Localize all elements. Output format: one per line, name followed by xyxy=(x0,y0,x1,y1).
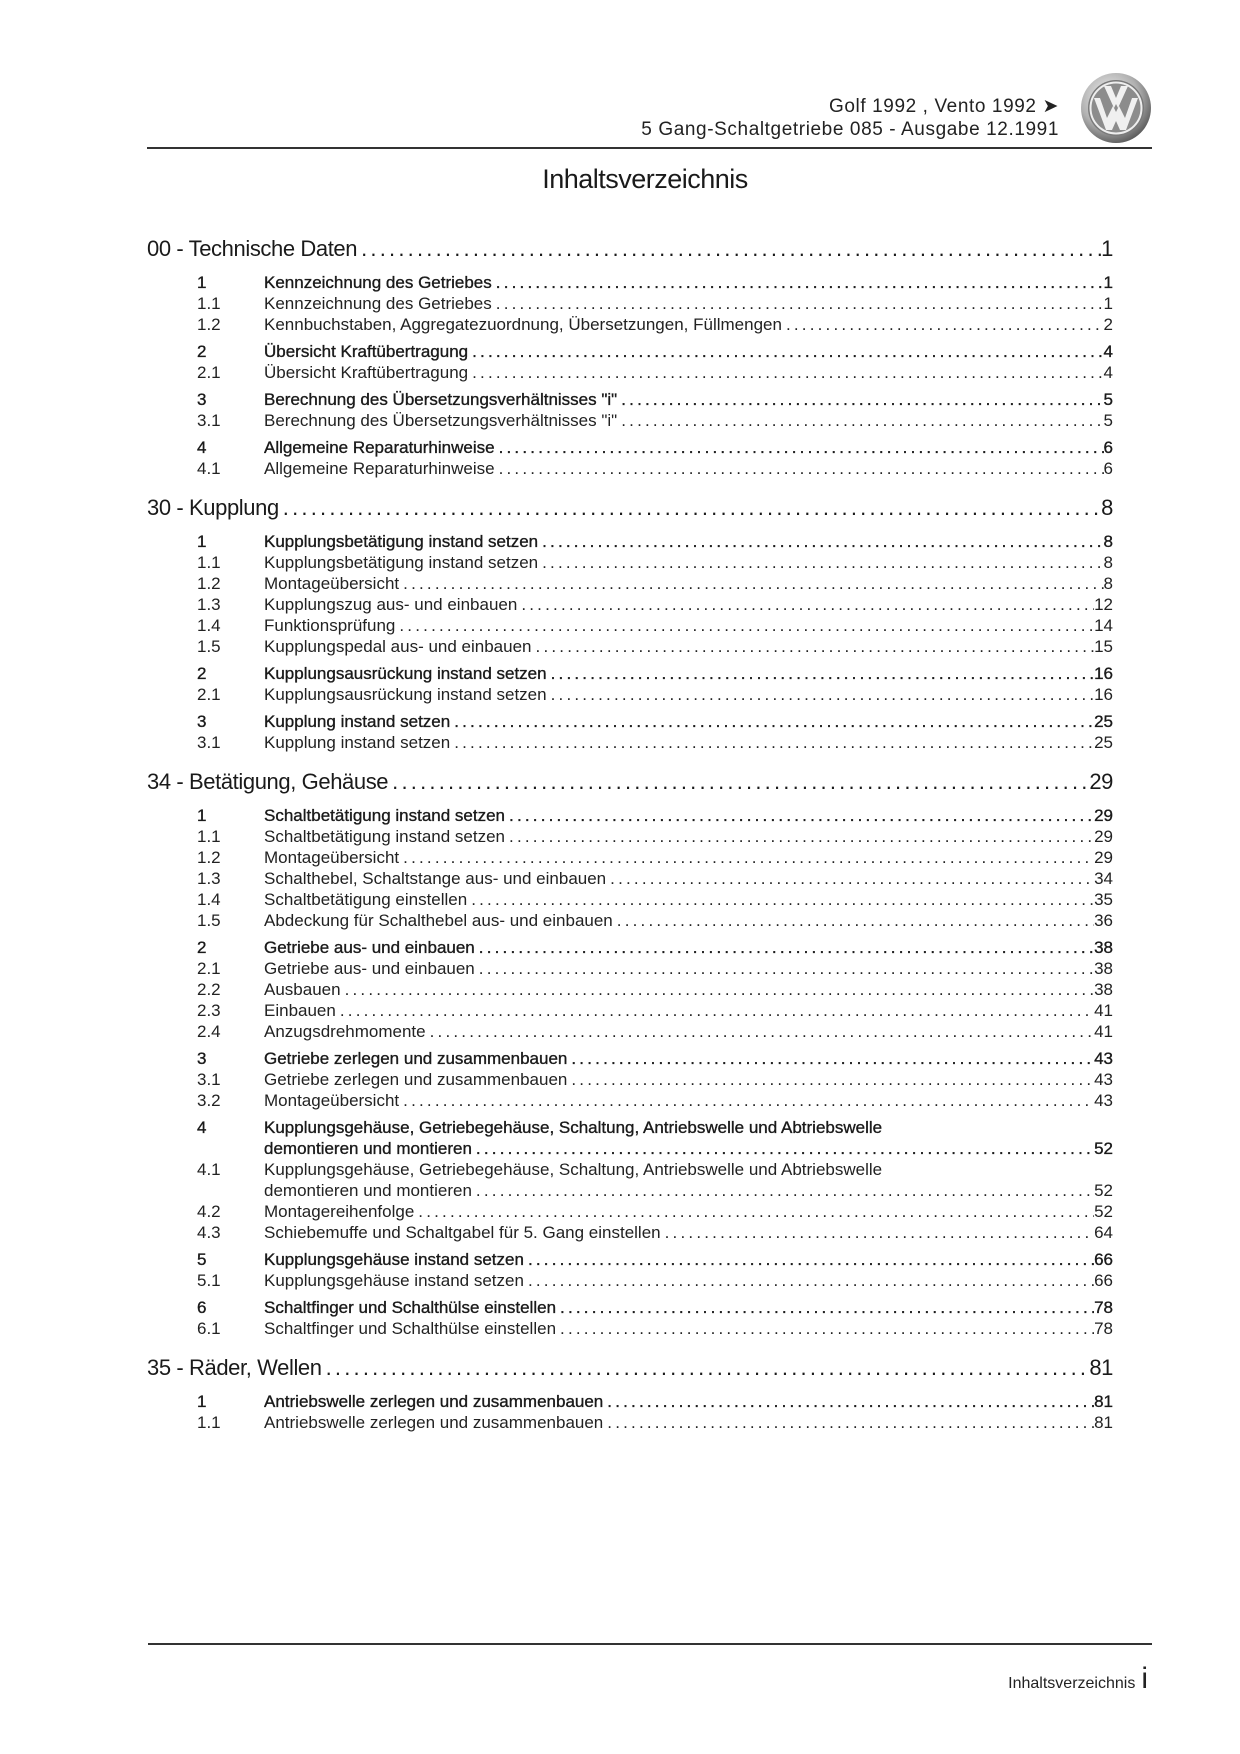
toc-entry[interactable] xyxy=(147,1069,1113,1090)
leader-dots xyxy=(499,437,1104,458)
entry-number: 2.1 xyxy=(197,685,221,704)
page-number: 1 xyxy=(1101,236,1113,261)
entry-number: 2.1 xyxy=(197,959,221,978)
page-number: 34 xyxy=(1094,869,1113,888)
page-number: 6 xyxy=(1103,438,1113,457)
toc-entry[interactable] xyxy=(147,1222,1113,1243)
entry-number: 3.1 xyxy=(197,411,221,430)
toc-entry[interactable] xyxy=(147,663,1113,684)
entry-title: Schaltbetätigung instand setzen xyxy=(264,827,506,846)
footer-divider xyxy=(148,1643,1152,1645)
toc-entry[interactable] xyxy=(147,1021,1113,1042)
entry-title: Kupplungsbetätigung instand setzen xyxy=(264,553,539,572)
page-number: 29 xyxy=(1094,806,1113,825)
leader-dots xyxy=(476,1180,1094,1201)
entry-number: 1.2 xyxy=(197,315,221,334)
page-number: 66 xyxy=(1094,1271,1113,1290)
entry-number: 1.2 xyxy=(197,848,221,867)
toc-entry[interactable] xyxy=(147,531,1113,552)
entry-title: Funktionsprüfung xyxy=(264,616,396,635)
page-number: 8 xyxy=(1103,553,1113,572)
entry-number: 4 xyxy=(197,1118,207,1137)
page-number: 36 xyxy=(1094,911,1113,930)
leader-dots xyxy=(528,1249,1094,1270)
vehicle-models: Golf 1992 , Vento 1992 ➤ xyxy=(829,96,1059,117)
entry-number: 4 xyxy=(197,438,207,457)
entry-number: 2 xyxy=(197,938,207,957)
toc-entry[interactable] xyxy=(147,847,1113,868)
toc-entry[interactable] xyxy=(147,889,1113,910)
entry-title: Kupplungsausrückung instand setzen xyxy=(264,685,547,704)
leader-dots xyxy=(403,573,1103,594)
page-title: Inhaltsverzeichnis xyxy=(542,164,748,194)
leader-dots xyxy=(560,1318,1094,1339)
toc-entry[interactable] xyxy=(147,732,1113,753)
entry-number: 6 xyxy=(197,1298,207,1317)
entry-title: Montageübersicht xyxy=(264,574,400,593)
entry-number: 4.1 xyxy=(197,1160,221,1179)
entry-title: Allgemeine Reparaturhinweise xyxy=(264,459,495,478)
leader-dots xyxy=(521,594,1094,615)
entry-number: 1.1 xyxy=(197,553,221,572)
toc-entry[interactable] xyxy=(147,1249,1113,1270)
toc-entry[interactable] xyxy=(147,437,1113,458)
toc-chapter[interactable] xyxy=(147,491,1113,525)
toc-entry[interactable] xyxy=(147,272,1113,293)
toc-entry[interactable] xyxy=(147,868,1113,889)
toc-entry[interactable] xyxy=(147,573,1113,594)
leader-dots xyxy=(536,636,1095,657)
entry-title: Kupplungsgehäuse, Getriebegehäuse, Schaltung, Antriebswelle und Abtriebswelle xyxy=(264,1160,883,1179)
entry-number: 1.1 xyxy=(197,1413,221,1432)
leader-dots xyxy=(283,491,1101,525)
entry-title: Kennzeichnung des Getriebes xyxy=(264,294,492,313)
toc-chapter[interactable] xyxy=(147,232,1113,266)
entry-title: Kupplungszug aus- und einbauen xyxy=(264,595,518,614)
toc-entry[interactable] xyxy=(147,711,1113,732)
entry-number: 3 xyxy=(197,390,207,409)
leader-dots xyxy=(665,1222,1094,1243)
page-number: 4 xyxy=(1103,363,1113,382)
leader-dots xyxy=(499,458,1104,479)
entry-number: 1.1 xyxy=(197,827,221,846)
entry-number: 1 xyxy=(197,1392,207,1411)
entry-number: 2 xyxy=(197,342,207,361)
entry-number: 4.2 xyxy=(197,1202,221,1221)
leader-dots xyxy=(345,979,1095,1000)
page-number: 8 xyxy=(1101,495,1113,520)
entry-title: Allgemeine Reparaturhinweise xyxy=(264,438,495,457)
entry-number: 1.5 xyxy=(197,911,221,930)
page-number: 1 xyxy=(1103,273,1113,292)
leader-dots xyxy=(571,1048,1094,1069)
entry-number: 5 xyxy=(197,1250,207,1269)
entry-number: 2.1 xyxy=(197,363,221,382)
entry-number: 1 xyxy=(197,806,207,825)
entry-title-continued: demontieren und montieren xyxy=(264,1139,472,1158)
toc-entry[interactable] xyxy=(147,594,1113,615)
page-number: 1 xyxy=(1103,294,1113,313)
entry-title: Kupplungsgehäuse instand setzen xyxy=(264,1250,524,1269)
leader-dots xyxy=(418,1201,1094,1222)
page-number: 4 xyxy=(1103,342,1113,361)
toc-entry[interactable] xyxy=(147,1090,1113,1111)
leader-dots xyxy=(430,1021,1094,1042)
entry-number: 2.3 xyxy=(197,1001,221,1020)
leader-dots xyxy=(340,1000,1094,1021)
leader-dots xyxy=(496,272,1104,293)
toc-entry[interactable] xyxy=(147,1270,1113,1291)
entry-title: Kupplungsgehäuse instand setzen xyxy=(264,1271,524,1290)
toc-entry[interactable] xyxy=(147,1297,1113,1318)
entry-title: Ausbauen xyxy=(264,980,341,999)
entry-title: Schaltfinger und Schalthülse einstellen xyxy=(264,1298,557,1317)
page-number: 38 xyxy=(1094,938,1113,957)
entry-title: Kupplungsausrückung instand setzen xyxy=(264,664,547,683)
entry-number: 2.4 xyxy=(197,1022,221,1041)
leader-dots xyxy=(509,826,1094,847)
page-number: 41 xyxy=(1094,1001,1113,1020)
toc-entry[interactable] xyxy=(147,1412,1113,1433)
entry-title: Berechnung des Übersetzungsverhältnisses "i" xyxy=(264,390,618,409)
toc-entry[interactable] xyxy=(147,552,1113,573)
leader-dots xyxy=(617,910,1094,931)
page-number: 43 xyxy=(1094,1091,1113,1110)
entry-title: Kupplung instand setzen xyxy=(264,733,451,752)
entry-title: Getriebe aus- und einbauen xyxy=(264,938,475,957)
toc-entry[interactable] xyxy=(147,1391,1113,1412)
toc-chapter[interactable] xyxy=(147,765,1113,799)
toc-entry[interactable] xyxy=(147,1159,1113,1201)
chapter-title: 35 - Räder, Wellen xyxy=(147,1355,322,1380)
leader-dots xyxy=(326,1351,1090,1385)
page-number: 2 xyxy=(1103,315,1113,334)
page-number: 64 xyxy=(1094,1223,1113,1242)
entry-number: 1 xyxy=(197,532,207,551)
toc-entry[interactable] xyxy=(147,1201,1113,1222)
toc-entry[interactable] xyxy=(147,910,1113,931)
entry-number: 5.1 xyxy=(197,1271,221,1290)
leader-dots xyxy=(403,847,1094,868)
leader-dots xyxy=(476,1138,1094,1159)
toc-entry[interactable] xyxy=(147,979,1113,1000)
entry-title: Schaltbetätigung instand setzen xyxy=(264,806,506,825)
entry-number: 1.4 xyxy=(197,890,221,909)
page-number: 16 xyxy=(1094,664,1113,683)
entry-title: Kupplungspedal aus- und einbauen xyxy=(264,637,532,656)
toc-entry[interactable] xyxy=(147,826,1113,847)
manual-subtitle: 5 Gang-Schaltgetriebe 085 - Ausgabe 12.1991 xyxy=(641,119,1059,140)
entry-title: Montagereihenfolge xyxy=(264,1202,415,1221)
entry-title: Übersicht Kraftübertragung xyxy=(264,342,469,361)
table-of-contents xyxy=(147,232,1113,1433)
leader-dots xyxy=(496,293,1104,314)
entry-title: Übersicht Kraftübertragung xyxy=(264,363,469,382)
toc-entry[interactable] xyxy=(147,1048,1113,1069)
page-number: 43 xyxy=(1094,1070,1113,1089)
chapter-title: 34 - Betätigung, Gehäuse xyxy=(147,769,389,794)
leader-dots xyxy=(454,711,1094,732)
entry-number: 1.4 xyxy=(197,616,221,635)
entry-number: 4.1 xyxy=(197,459,221,478)
leader-dots xyxy=(479,958,1094,979)
toc-entry[interactable] xyxy=(147,1117,1113,1159)
page-number: 8 xyxy=(1103,574,1113,593)
entry-title: Anzugsdrehmomente xyxy=(264,1022,426,1041)
toc-chapter[interactable] xyxy=(147,1351,1113,1385)
leader-dots xyxy=(786,314,1104,335)
page-number: 29 xyxy=(1094,848,1113,867)
leader-dots xyxy=(610,868,1094,889)
entry-number: 3.1 xyxy=(197,1070,221,1089)
page-footer xyxy=(1008,1662,1148,1695)
header-divider xyxy=(147,147,1152,149)
page-number: 38 xyxy=(1094,980,1113,999)
page-number: 35 xyxy=(1094,890,1113,909)
chapter-title: 00 - Technische Daten xyxy=(147,236,358,261)
leader-dots xyxy=(542,552,1103,573)
leader-dots xyxy=(479,937,1094,958)
entry-title-continued: demontieren und montieren xyxy=(264,1181,472,1200)
entry-title: Getriebe zerlegen und zusammenbauen xyxy=(264,1049,568,1068)
leader-dots xyxy=(551,684,1094,705)
page-number: 41 xyxy=(1094,1022,1113,1041)
entry-number: 3 xyxy=(197,1049,207,1068)
leader-dots xyxy=(621,389,1103,410)
leader-dots xyxy=(607,1412,1094,1433)
entry-title: Schaltbetätigung einstellen xyxy=(264,890,468,909)
entry-number: 3.2 xyxy=(197,1091,221,1110)
entry-title: Kupplungsgehäuse, Getriebegehäuse, Schaltung, Antriebswelle und Abtriebswelle xyxy=(264,1118,883,1137)
entry-title: Kupplungsbetätigung instand setzen xyxy=(264,532,539,551)
page-number: 81 xyxy=(1094,1413,1113,1432)
entry-number: 1.3 xyxy=(197,595,221,614)
page-number: 52 xyxy=(1094,1181,1113,1200)
entry-number: 1.1 xyxy=(197,294,221,313)
leader-dots xyxy=(403,1090,1094,1111)
page-number: 43 xyxy=(1094,1049,1113,1068)
leader-dots xyxy=(361,232,1101,266)
toc-entry[interactable] xyxy=(147,389,1113,410)
entry-number: 1.2 xyxy=(197,574,221,593)
leader-dots xyxy=(454,732,1094,753)
entry-title: Antriebswelle zerlegen und zusammenbauen xyxy=(264,1413,604,1432)
footer-section-label: Inhaltsverzeichnis xyxy=(1008,1675,1136,1692)
leader-dots xyxy=(472,362,1103,383)
page-number: 5 xyxy=(1103,390,1113,409)
toc-entry[interactable] xyxy=(147,958,1113,979)
entry-number: 2.2 xyxy=(197,980,221,999)
leader-dots xyxy=(528,1270,1094,1291)
entry-title: Schiebemuffe und Schaltgabel für 5. Gang einstellen xyxy=(264,1223,661,1242)
page-number: 81 xyxy=(1094,1392,1113,1411)
entry-number: 6.1 xyxy=(197,1319,221,1338)
leader-dots xyxy=(471,889,1094,910)
entry-number: 3.1 xyxy=(197,733,221,752)
leader-dots xyxy=(621,410,1103,431)
toc-entry[interactable] xyxy=(147,805,1113,826)
leader-dots xyxy=(571,1069,1094,1090)
entry-number: 4.3 xyxy=(197,1223,221,1242)
entry-title: Montageübersicht xyxy=(264,1091,400,1110)
entry-title: Kennbuchstaben, Aggregatezuordnung, Übersetzungen, Füllmengen xyxy=(264,315,782,334)
page-number: 14 xyxy=(1094,616,1113,635)
page-number: 78 xyxy=(1094,1298,1113,1317)
toc-entry[interactable] xyxy=(147,293,1113,314)
toc-entry[interactable] xyxy=(147,458,1113,479)
entry-title: Schaltfinger und Schalthülse einstellen xyxy=(264,1319,557,1338)
leader-dots xyxy=(509,805,1094,826)
page-number: 66 xyxy=(1094,1250,1113,1269)
entry-title: Abdeckung für Schalthebel aus- und einbauen xyxy=(264,911,613,930)
page-number: 52 xyxy=(1094,1139,1113,1158)
page-number: 6 xyxy=(1103,459,1113,478)
page-number: 81 xyxy=(1089,1355,1113,1380)
entry-title: Getriebe aus- und einbauen xyxy=(264,959,475,978)
entry-number: 3 xyxy=(197,712,207,731)
entry-title: Kennzeichnung des Getriebes xyxy=(264,273,492,292)
toc-entry[interactable] xyxy=(147,615,1113,636)
entry-number: 1.3 xyxy=(197,869,221,888)
leader-dots xyxy=(551,663,1094,684)
page-number: 16 xyxy=(1094,685,1113,704)
entry-title: Kupplung instand setzen xyxy=(264,712,451,731)
leader-dots xyxy=(399,615,1094,636)
chapter-title: 30 - Kupplung xyxy=(147,495,279,520)
leader-dots xyxy=(392,765,1089,799)
entry-title: Montageübersicht xyxy=(264,848,400,867)
entry-number: 1.5 xyxy=(197,637,221,656)
leader-dots xyxy=(607,1391,1094,1412)
leader-dots xyxy=(560,1297,1094,1318)
leader-dots xyxy=(542,531,1103,552)
entry-number: 2 xyxy=(197,664,207,683)
vw-logo-icon xyxy=(1080,72,1152,144)
toc-entry[interactable] xyxy=(147,314,1113,335)
toc-entry[interactable] xyxy=(147,341,1113,362)
toc-entry[interactable] xyxy=(147,1318,1113,1339)
toc-entry[interactable] xyxy=(147,410,1113,431)
page-number: 38 xyxy=(1094,959,1113,978)
toc-entry[interactable] xyxy=(147,684,1113,705)
page-number: 15 xyxy=(1094,637,1113,656)
entry-title: Getriebe zerlegen und zusammenbauen xyxy=(264,1070,568,1089)
page-number: 12 xyxy=(1094,595,1113,614)
page-number: 78 xyxy=(1094,1319,1113,1338)
leader-dots xyxy=(472,341,1103,362)
entry-number: 1 xyxy=(197,273,207,292)
entry-title: Berechnung des Übersetzungsverhältnisses "i" xyxy=(264,411,618,430)
document-header xyxy=(147,96,1059,142)
entry-title: Schalthebel, Schaltstange aus- und einbauen xyxy=(264,869,607,888)
page-number: 5 xyxy=(1103,411,1113,430)
page-number: 25 xyxy=(1094,712,1113,731)
toc-entry[interactable] xyxy=(147,362,1113,383)
toc-entry[interactable] xyxy=(147,636,1113,657)
toc-entry[interactable] xyxy=(147,1000,1113,1021)
page-number: 29 xyxy=(1089,769,1113,794)
page-number: 8 xyxy=(1103,532,1113,551)
footer-page-number: i xyxy=(1141,1662,1148,1695)
page-number: 25 xyxy=(1094,733,1113,752)
entry-title: Einbauen xyxy=(264,1001,336,1020)
entry-title: Antriebswelle zerlegen und zusammenbauen xyxy=(264,1392,604,1411)
toc-entry[interactable] xyxy=(147,937,1113,958)
page-number: 29 xyxy=(1094,827,1113,846)
page-number: 52 xyxy=(1094,1202,1113,1221)
